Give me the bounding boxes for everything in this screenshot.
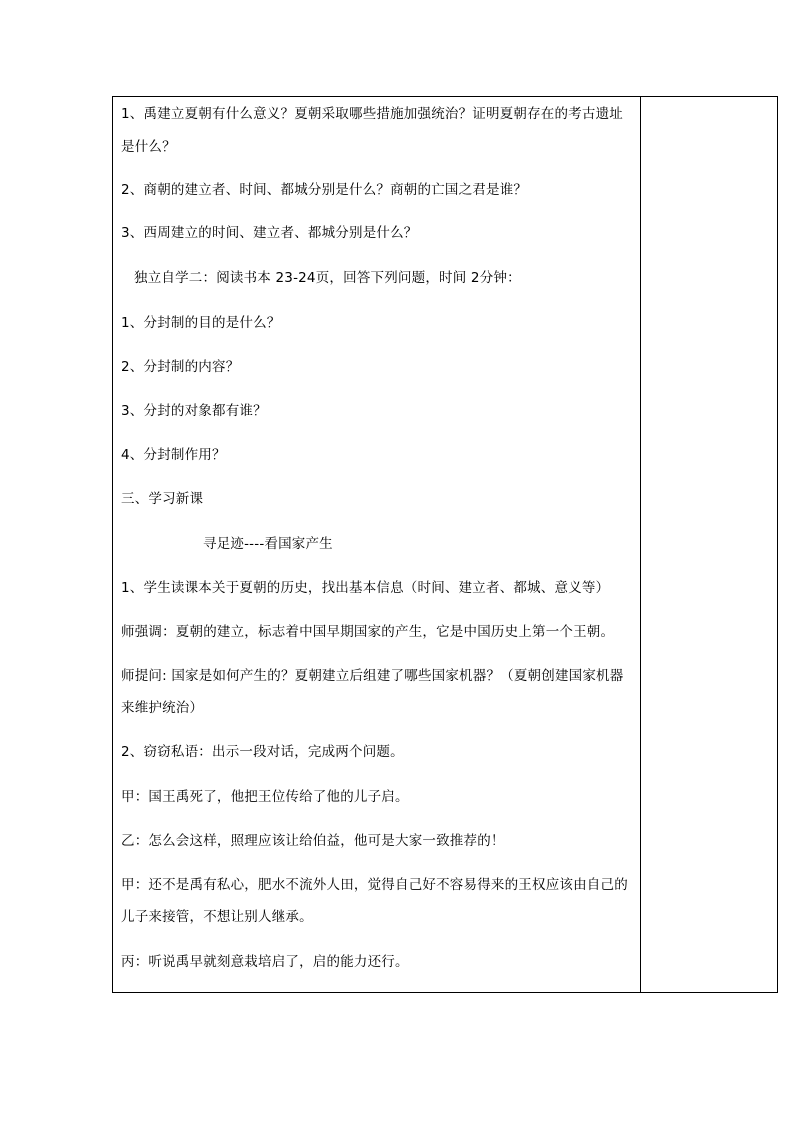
question-zhou: 3、西周建立的时间、建立者、都城分别是什么？	[121, 225, 418, 241]
teacher-question-2: 来维护统治）	[121, 700, 204, 716]
lesson-table	[112, 96, 778, 993]
dialogue-yi: 乙：怎么会这样，照理应该让给伯益，他可是大家一致推荐的！	[121, 833, 505, 849]
question-xia-2: 是什么？	[121, 139, 176, 155]
dialogue-bing: 丙：听说禹早就刻意栽培启了，启的能力还行。	[121, 954, 409, 970]
question-shang: 2、商朝的建立者、时间、都城分别是什么？商朝的亡国之君是谁？	[121, 182, 528, 198]
activity-1: 1、学生读课本关于夏朝的历史，找出基本信息（时间、建立者、都城、意义等）	[121, 580, 610, 596]
teacher-question-1: 师提问: 国家是如何产生的？夏朝建立后组建了哪些国家机器？（夏朝创建国家机器	[121, 668, 624, 684]
question-xia-1: 1、禹建立夏朝有什么意义？夏朝采取哪些措施加强统治？证明夏朝存在的考古遗址	[121, 106, 623, 122]
notes-cell	[641, 97, 777, 992]
dialogue-jia-1: 甲：国王禹死了，他把王位传给了他的儿子启。	[121, 789, 409, 805]
fengjian-question-4: 4、分封制作用？	[121, 447, 226, 463]
dialogue-jia-2b: 儿子来接管，不想让别人继承。	[121, 909, 313, 925]
subsection-title: 寻足迹----看国家产生	[203, 536, 333, 552]
activity-2: 2、窃窃私语：出示一段对话，完成两个问题。	[121, 744, 404, 760]
self-study-two: 独立自学二：阅读书本 23-24页，回答下列问题，时间 2分钟：	[134, 270, 521, 286]
dialogue-jia-2a: 甲：还不是禹有私心，肥水不流外人田，觉得自己好不容易得来的王权应该由自己的	[121, 877, 628, 893]
teacher-emphasis: 师强调：夏朝的建立，标志着中国早期国家的产生，它是中国历史上第一个王朝。	[121, 624, 615, 640]
fengjian-question-2: 2、分封制的内容？	[121, 359, 240, 375]
fengjian-question-1: 1、分封制的目的是什么？	[121, 315, 281, 331]
section-heading: 三、学习新课	[121, 491, 204, 507]
content-cell	[113, 97, 641, 992]
fengjian-question-3: 3、分封的对象都有谁？	[121, 403, 267, 419]
